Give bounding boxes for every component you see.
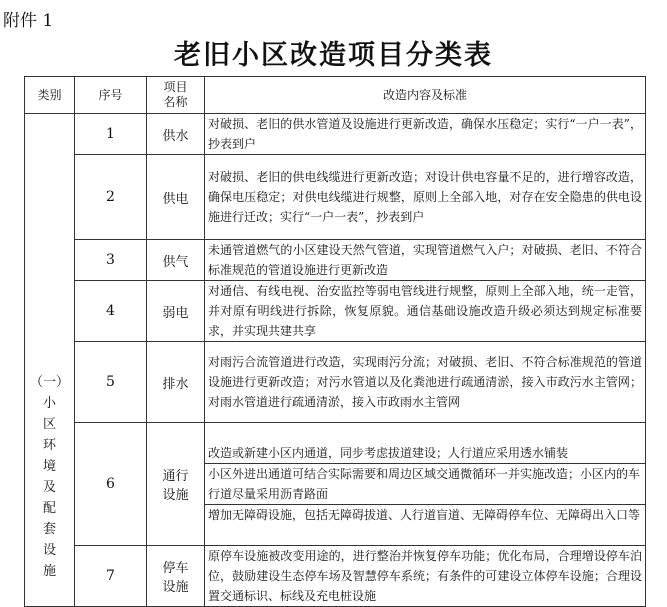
table-header-row xyxy=(25,77,646,114)
row-number: 7 xyxy=(75,546,147,607)
attachment-label: 附件 1 xyxy=(3,11,54,31)
row-number: 1 xyxy=(75,114,147,155)
table-row xyxy=(25,114,646,155)
row-content: 对通信、有线电视、治安监控等弱电管线进行规整，原则上全部入地，统一走管，并对原有明线进行拆除，恢复原貌。通信基础设施改造升级必须达到规定标准要求，并实现共建共享 xyxy=(205,281,646,342)
row-number: 5 xyxy=(75,342,147,423)
sub-content: 改造或新建小区内通道，同步考虑拔道建设；人行道应采用透水铺装 xyxy=(205,443,645,464)
row-item-name: 供气 xyxy=(147,240,205,281)
row-number: 6 xyxy=(75,423,147,546)
table-row xyxy=(25,240,646,281)
row-content: 对雨污合流管道进行改造，实现雨污分流；对破损、老旧、不符合标准规范的管道设施进行更新改造；对污水管道以及化粪池进行疏通清淤，接入市政污水主管网；对雨水管道进行疏通清淤，接入市政雨水主管网 xyxy=(205,342,646,423)
table-row xyxy=(25,281,646,342)
classification-table xyxy=(24,76,646,607)
row-content: 对破损、老旧的供电线缆进行更新改造；对设计供电容量不足的，进行增容改造，确保电压稳定；对供电线缆进行规整，原则上全部入地，对存在安全隐患的供电设施进行迁改；实行“一户一表”，抄表到户 xyxy=(205,155,646,240)
table-row xyxy=(25,342,646,423)
header-content: 改造内容及标准 xyxy=(205,77,646,114)
table-row xyxy=(25,423,646,546)
row-item-name: 停车 设施 xyxy=(147,546,205,607)
row-number: 3 xyxy=(75,240,147,281)
row-number: 2 xyxy=(75,155,147,240)
row-item-name: 排水 xyxy=(147,342,205,423)
sub-content: 增加无障碍设施，包括无障碍拔道、人行道盲道、无障碍停车位、无障碍出入口等 xyxy=(208,508,641,522)
row-content: 对破损、老旧的供水管道及设施进行更新改造，确保水压稳定；实行“一户一表”，抄表到户 xyxy=(205,114,646,155)
row-item-name: 供电 xyxy=(147,155,205,240)
header-item-name: 项目 名称 xyxy=(147,77,205,114)
header-category: 类别 xyxy=(25,77,75,114)
row-content: 未通管道燃气的小区建设天然气管道，实现管道燃气入户；对破损、老旧、不符合标准规范的管道设施进行更新改造 xyxy=(205,240,646,281)
page-title: 老旧小区改造项目分类表 xyxy=(174,40,493,71)
row-content xyxy=(205,423,646,546)
row-item-name: 弱电 xyxy=(147,281,205,342)
row-content: 原停车设施被改变用途的，进行整治并恢复停车功能；优化布局，合理增设停车泊位，鼓励建设生态停车场及智慧停车系统；有条件的可建设立体停车设施；合理设置交通标识、标线及充电桩设施 xyxy=(205,546,646,607)
row-number: 4 xyxy=(75,281,147,342)
sub-content: 小区外进出通道可结合实际需要和周边区域交通微循环一并实施改造；小区内的车行道尽量采用沥青路面 xyxy=(205,464,645,505)
table-row xyxy=(25,155,646,240)
category-cell: （一） 小 区 环 境 及 配 套 设 施 xyxy=(25,114,75,607)
row-item-name: 通行 设施 xyxy=(147,423,205,546)
row-item-name: 供水 xyxy=(147,114,205,155)
header-number: 序号 xyxy=(75,77,147,114)
table-row xyxy=(25,546,646,607)
